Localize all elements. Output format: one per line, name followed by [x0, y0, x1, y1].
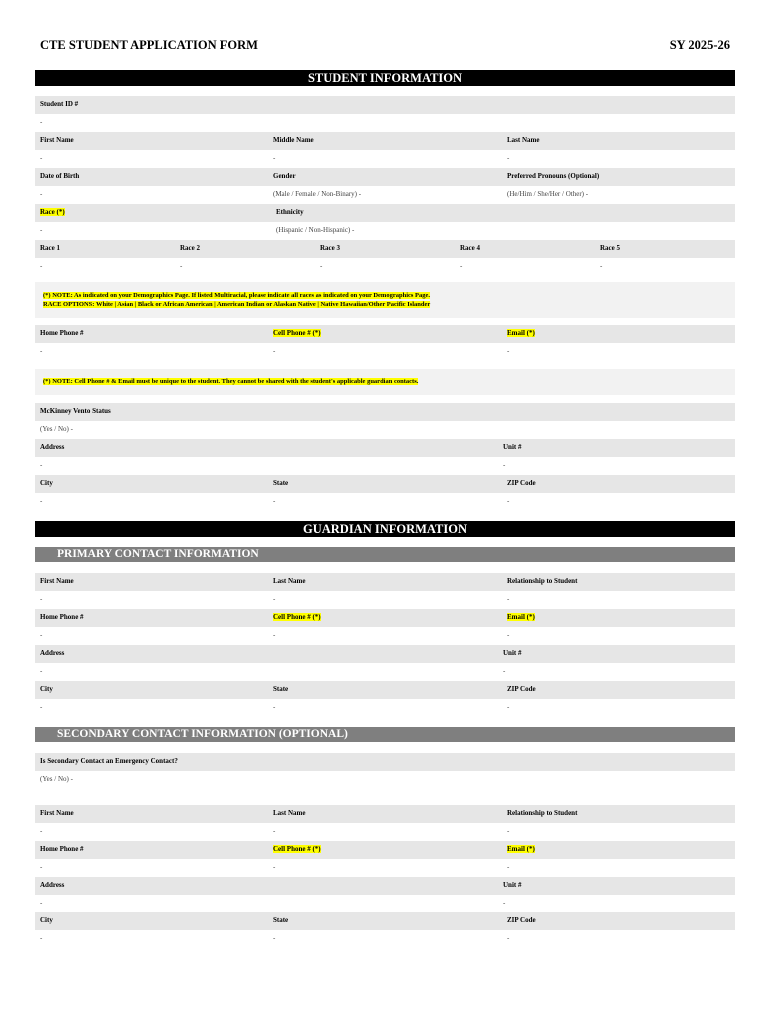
primary-home-phone-label: Home Phone # — [40, 613, 84, 621]
primary-city-value[interactable]: - — [40, 703, 43, 711]
gender-value[interactable]: (Male / Female / Non-Binary) - — [273, 190, 362, 198]
ethnicity-value[interactable]: (Hispanic / Non-Hispanic) - — [276, 226, 355, 234]
race4-value[interactable]: - — [460, 262, 463, 270]
secondary-email-label: Email (*) — [507, 845, 535, 853]
state-label: State — [273, 479, 289, 487]
mckinney-value[interactable]: (Yes / No) - — [40, 425, 73, 433]
secondary-first-name-value[interactable]: - — [40, 827, 43, 835]
email-label: Email (*) — [507, 329, 535, 337]
middle-name-label: Middle Name — [273, 136, 314, 144]
secondary-address-label-row — [35, 877, 735, 895]
primary-city-value-row — [35, 699, 735, 717]
primary-address-label: Address — [40, 649, 65, 657]
primary-unit-value[interactable]: - — [503, 667, 506, 675]
primary-email-label: Email (*) — [507, 613, 535, 621]
section-primary-contact — [35, 547, 735, 562]
phone-email-note — [35, 369, 735, 395]
first-name-value[interactable]: - — [40, 154, 43, 162]
race-ethnicity-value-row — [35, 222, 735, 240]
secondary-contact-heading: SECONDARY CONTACT INFORMATION (OPTIONAL) — [57, 728, 348, 740]
dob-gender-label-row — [35, 168, 735, 186]
primary-cell-phone-value[interactable]: - — [273, 631, 276, 639]
cell-phone-value[interactable]: - — [273, 347, 276, 355]
race1-value[interactable]: - — [40, 262, 43, 270]
city-value[interactable]: - — [40, 497, 43, 505]
primary-last-name-value[interactable]: - — [273, 595, 276, 603]
secondary-home-phone-value[interactable]: - — [40, 863, 43, 871]
student-city-label-row — [35, 475, 735, 493]
student-id-label-row — [35, 96, 735, 114]
section-student-information: STUDENT INFORMATION — [35, 70, 735, 86]
primary-zip-label: ZIP Code — [507, 685, 536, 693]
race5-value[interactable]: - — [600, 262, 603, 270]
races-label-row — [35, 240, 735, 258]
dob-label: Date of Birth — [40, 172, 80, 180]
secondary-unit-value[interactable]: - — [503, 899, 506, 907]
primary-cell-phone-label: Cell Phone # (*) — [273, 613, 321, 621]
race3-value[interactable]: - — [320, 262, 323, 270]
race2-label: Race 2 — [180, 244, 201, 252]
secondary-emergency-label-row — [35, 753, 735, 771]
secondary-state-value[interactable]: - — [273, 934, 276, 942]
race-value[interactable]: - — [40, 226, 43, 234]
secondary-last-name-label: Last Name — [273, 809, 306, 817]
secondary-first-name-label: First Name — [40, 809, 74, 817]
primary-state-value[interactable]: - — [273, 703, 276, 711]
primary-city-label: City — [40, 685, 53, 693]
gender-label: Gender — [273, 172, 296, 180]
secondary-unit-label: Unit # — [503, 881, 522, 889]
race2-value[interactable]: - — [180, 262, 183, 270]
primary-address-label-row — [35, 645, 735, 663]
primary-city-label-row — [35, 681, 735, 699]
race5-label: Race 5 — [600, 244, 621, 252]
student-phone-value-row — [35, 343, 735, 361]
primary-address-value-row — [35, 663, 735, 681]
primary-first-name-value[interactable]: - — [40, 595, 43, 603]
ethnicity-label: Ethnicity — [276, 208, 304, 216]
student-address-label-row — [35, 439, 735, 457]
student-name-value-row — [35, 150, 735, 168]
race4-label: Race 4 — [460, 244, 481, 252]
secondary-last-name-value[interactable]: - — [273, 827, 276, 835]
secondary-city-value[interactable]: - — [40, 934, 43, 942]
pronouns-value[interactable]: (He/Him / She/Her / Other) - — [507, 190, 589, 198]
secondary-email-value[interactable]: - — [507, 863, 510, 871]
secondary-relationship-label: Relationship to Student — [507, 809, 578, 817]
primary-unit-label: Unit # — [503, 649, 522, 657]
address-label: Address — [40, 443, 65, 451]
dob-value[interactable]: - — [40, 190, 43, 198]
student-phone-label-row — [35, 325, 735, 343]
secondary-state-label: State — [273, 916, 289, 924]
secondary-phone-label-row — [35, 841, 735, 859]
form-title: CTE STUDENT APPLICATION FORM — [40, 38, 258, 52]
student-city-value-row — [35, 493, 735, 511]
unit-label: Unit # — [503, 443, 522, 451]
unit-value[interactable]: - — [503, 461, 506, 469]
primary-first-name-label: First Name — [40, 577, 74, 585]
secondary-city-value-row — [35, 930, 735, 948]
last-name-label: Last Name — [507, 136, 540, 144]
primary-name-value-row — [35, 591, 735, 609]
home-phone-label: Home Phone # — [40, 329, 84, 337]
student-id-label: Student ID # — [40, 100, 79, 108]
race-note — [35, 282, 735, 318]
student-id-value[interactable]: - — [40, 118, 43, 126]
primary-phone-value-row — [35, 627, 735, 645]
home-phone-value[interactable]: - — [40, 347, 43, 355]
secondary-emergency-value-row[interactable] — [35, 771, 735, 789]
secondary-city-label: City — [40, 916, 53, 924]
primary-address-value[interactable]: - — [40, 667, 43, 675]
primary-relationship-label: Relationship to Student — [507, 577, 578, 585]
zip-label: ZIP Code — [507, 479, 536, 487]
secondary-emergency-label: Is Secondary Contact an Emergency Contact? — [40, 757, 178, 765]
race1-label: Race 1 — [40, 244, 61, 252]
secondary-city-label-row — [35, 912, 735, 930]
secondary-name-value-row — [35, 823, 735, 841]
race-note-line1: (*) NOTE: As indicated on your Demographics Page. If listed Multiracial, please indicate all races as indicated on your Demographics Page. — [43, 292, 431, 299]
secondary-home-phone-label: Home Phone # — [40, 845, 84, 853]
secondary-phone-value-row — [35, 859, 735, 877]
primary-home-phone-value[interactable]: - — [40, 631, 43, 639]
race-label: Race (*) — [40, 208, 65, 216]
secondary-name-label-row — [35, 805, 735, 823]
mckinney-value-row[interactable] — [35, 421, 735, 439]
secondary-cell-phone-label: Cell Phone # (*) — [273, 845, 321, 853]
primary-state-label: State — [273, 685, 289, 693]
middle-name-value[interactable]: - — [273, 154, 276, 162]
first-name-label: First Name — [40, 136, 74, 144]
primary-email-value[interactable]: - — [507, 631, 510, 639]
phone-email-note-text: (*) NOTE: Cell Phone # & Email must be unique to the student. They cannot be shared with the student's applicable guardian contacts. — [43, 378, 419, 385]
section-guardian-information: GUARDIAN INFORMATION — [35, 521, 735, 537]
primary-last-name-label: Last Name — [273, 577, 306, 585]
secondary-address-value-row — [35, 895, 735, 913]
secondary-zip-label: ZIP Code — [507, 916, 536, 924]
primary-zip-value[interactable]: - — [507, 703, 510, 711]
secondary-cell-phone-value[interactable]: - — [273, 863, 276, 871]
secondary-emergency-value[interactable]: (Yes / No) - — [40, 775, 73, 783]
race3-label: Race 3 — [320, 244, 341, 252]
race-ethnicity-label-row — [35, 204, 735, 222]
student-id-value-row[interactable] — [35, 114, 735, 132]
zip-value[interactable]: - — [507, 497, 510, 505]
secondary-relationship-value[interactable]: - — [507, 827, 510, 835]
secondary-zip-value[interactable]: - — [507, 934, 510, 942]
mckinney-label-row — [35, 403, 735, 421]
student-address-value-row — [35, 457, 735, 475]
cell-phone-label: Cell Phone # (*) — [273, 329, 321, 337]
race-note-line2: RACE OPTIONS: White | Asian | Black or African American | American Indian or Alaskan Native | Native Hawaiian/Other Pacific Islander — [43, 301, 431, 308]
primary-relationship-value[interactable]: - — [507, 595, 510, 603]
last-name-value[interactable]: - — [507, 154, 510, 162]
primary-name-label-row — [35, 573, 735, 591]
student-name-label-row — [35, 132, 735, 150]
dob-gender-value-row — [35, 186, 735, 204]
primary-contact-heading: PRIMARY CONTACT INFORMATION — [57, 548, 259, 560]
races-value-row — [35, 258, 735, 276]
secondary-address-label: Address — [40, 881, 65, 889]
school-year: SY 2025-26 — [669, 38, 730, 52]
state-value[interactable]: - — [273, 497, 276, 505]
address-value[interactable]: - — [40, 461, 43, 469]
section-secondary-contact — [35, 727, 735, 742]
primary-phone-label-row — [35, 609, 735, 627]
email-value[interactable]: - — [507, 347, 510, 355]
mckinney-label: McKinney Vento Status — [40, 407, 111, 415]
pronouns-label: Preferred Pronouns (Optional) — [507, 172, 600, 180]
city-label: City — [40, 479, 53, 487]
secondary-address-value[interactable]: - — [40, 899, 43, 907]
form-header — [40, 38, 730, 56]
